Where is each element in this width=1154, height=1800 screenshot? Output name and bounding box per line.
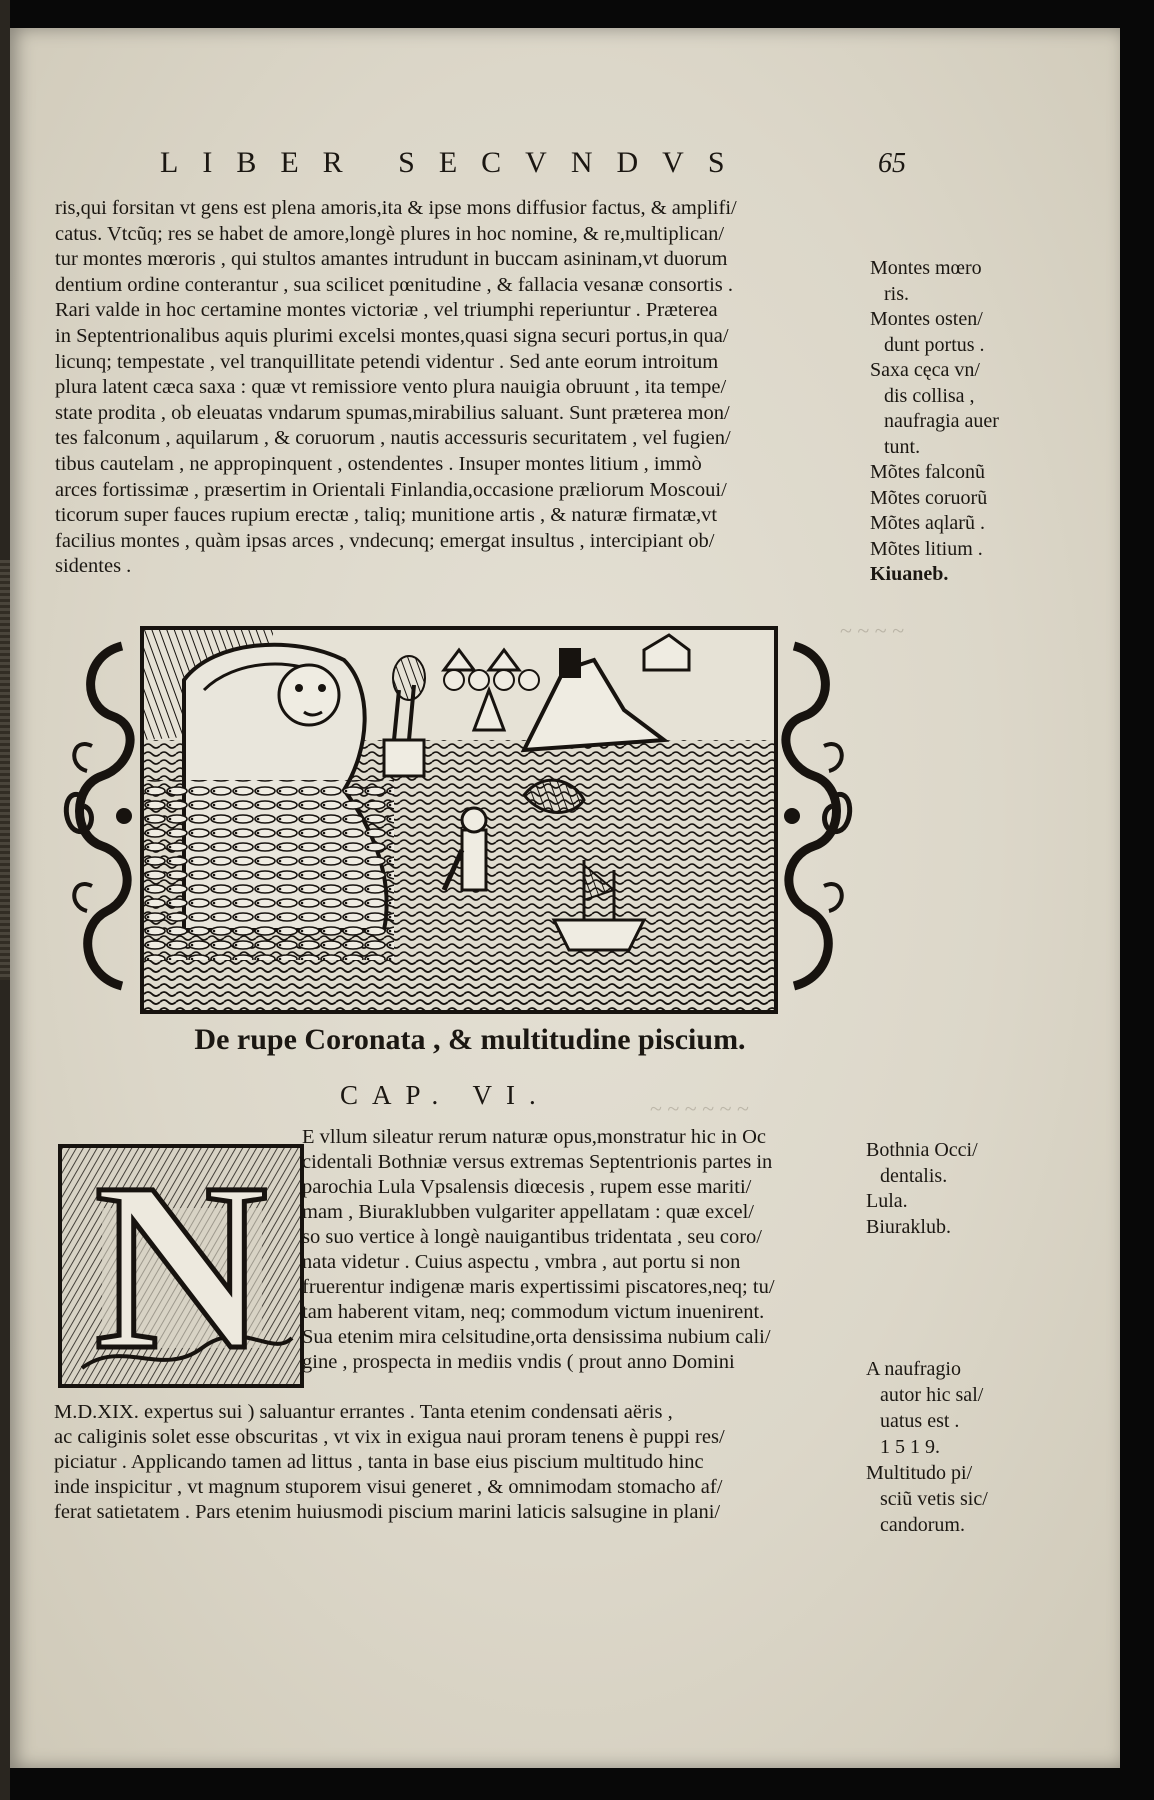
chapter-heading: CAP. VI. — [340, 1080, 550, 1110]
margin-note: candorum. — [880, 1514, 965, 1536]
margin-note: autor hic sal/ — [880, 1384, 984, 1406]
margin-note: Multitudo pi/ — [866, 1462, 973, 1484]
text-line: tibus cautelam , ne appropinquent , ostendentes . Insuper montes litium , immò — [55, 452, 702, 475]
margin-note: dunt portus . — [884, 333, 985, 356]
text-line: nata videtur . Cuius aspectu , vmbra , aut portu si non — [302, 1251, 741, 1273]
text-line: state prodita , ob eleuatas vndarum spumas,mirabilius saluant. Sunt præterea mon/ — [55, 401, 730, 424]
text-line: cidentali Bothniæ versus extremas Septentrionis partes in — [302, 1151, 773, 1173]
margin-notes-2 — [866, 1138, 1046, 1240]
page-number: 65 — [878, 148, 906, 179]
book-page — [10, 28, 1120, 1768]
figure-caption: De rupe Coronata , & multitudine piscium. — [194, 1023, 746, 1056]
margin-note: uatus est . — [880, 1410, 960, 1432]
text-line: so suo vertice à longè nauigantibus tridentata , seu coro/ — [302, 1226, 762, 1248]
drop-cap-initial — [58, 1133, 304, 1399]
ornament-scroll-left — [62, 636, 146, 996]
text-line: ac caliginis solet esse obscuritas , vt vix in exigua naui proram tenens è puppi res/ — [54, 1426, 725, 1448]
margin-note: dentalis. — [880, 1164, 948, 1187]
margin-note: naufragia auer — [884, 410, 999, 432]
text-block-1 — [55, 196, 855, 580]
text-line: ticorum super fauces rupium erectæ , taliq; munitione artis , & naturæ firmatæ,vt — [55, 504, 718, 527]
text-block-3 — [54, 1400, 854, 1525]
text-line: parochia Lula Vpsalensis diœcesis , rupem esse mariti/ — [302, 1176, 752, 1198]
margin-note: sciũ vetis sic/ — [880, 1488, 988, 1510]
text-line: mam , Biuraklubben vulgariter appellatam : quæ excel/ — [302, 1201, 755, 1223]
text-line: plura latent cæca saxa : quæ vt remissiore vento plura nauigia obruunt , ita tempe/ — [55, 376, 727, 399]
running-title: LIBER SECVNDVS — [160, 146, 749, 179]
bleed-through: ~ ~ ~ ~ — [840, 618, 905, 643]
margin-note: tunt. — [884, 435, 921, 458]
text-line: Rari valde in hoc certamine montes victoriæ , vel triumphi reperiuntur . Præterea — [55, 299, 718, 322]
margin-note: Montes mœro — [870, 257, 982, 279]
woodcut-illustration — [140, 626, 778, 1014]
margin-note: ris. — [884, 282, 909, 305]
text-line: arces fortissimæ , præsertim in Orientali Finlandia,occasione præliorum Moscoui/ — [55, 478, 727, 501]
margin-note: Montes osten/ — [870, 308, 983, 330]
margin-notes-3 — [866, 1356, 1046, 1538]
margin-note: Mõtes coruorũ — [870, 486, 988, 509]
margin-note: Mõtes litium . — [870, 537, 983, 560]
margin-notes-1 — [870, 256, 1040, 588]
margin-note: Bothnia Occi/ — [866, 1139, 978, 1161]
text-line: catus. Vtcũq; res se habet de amore,longè plures in hoc nomine, & re,multiplican/ — [55, 222, 725, 245]
text-block-2 — [302, 1125, 854, 1375]
text-line: sidentes . — [55, 555, 132, 578]
text-line: inde inspicitur , vt magnum stuporem visui generet , & omnimodam stomacho af/ — [54, 1476, 723, 1498]
text-line: fruerentur indigenæ maris expertissimi piscatores,neq; tu/ — [302, 1276, 775, 1298]
text-line: E vllum sileatur rerum naturæ opus,monstratur hic in Oc — [302, 1126, 767, 1148]
text-line: gine , prospecta in mediis vndis ( prout anno Domini — [302, 1351, 735, 1373]
margin-note: Mõtes aqlarũ . — [870, 512, 985, 534]
text-line: Sua etenim mira celsitudine,orta densissima nubium cali/ — [302, 1326, 771, 1348]
margin-note: Kiuaneb. — [870, 563, 949, 585]
text-line: licunq; tempestate , vel tranquillitate petendi videntur . Sed ante eorum introitum — [55, 350, 719, 373]
text-line: ris,qui forsitan vt gens est plena amoris,ita & ipse mons diffusior factus, & amplifi/ — [55, 197, 737, 219]
bleed-through: ~ ~ ~ ~ ~ ~ — [650, 1096, 749, 1121]
margin-note: Lula. — [866, 1190, 908, 1212]
drop-cap-letter: N — [94, 1133, 268, 1399]
margin-note: A naufragio — [866, 1358, 961, 1380]
text-line: tam haberent vitam, neq; commodum victum inuenirent. — [302, 1301, 765, 1323]
margin-note: Saxa cęca vn/ — [870, 359, 980, 381]
text-line: tur montes mœroris , qui stultos amantes intrudunt in buccam asininam,vt duorum — [55, 248, 728, 271]
text-line: M.D.XIX. expertus sui ) saluantur errantes . Tanta etenim condensati aëris , — [54, 1401, 673, 1423]
text-line: ferat satietatem . Pars etenim huiusmodi piscium marini laticis salsugine in plani/ — [54, 1501, 721, 1523]
text-line: piciatur . Applicando tamen ad littus , tanta in base eius piscium multitudo hinc — [54, 1451, 704, 1473]
margin-note: dis collisa , — [884, 384, 975, 407]
margin-note: 1 5 1 9. — [880, 1436, 940, 1458]
text-line: facilius montes , quàm ipsas arces , vndecunq; emergat insultus , intercipiant ob/ — [55, 529, 715, 552]
margin-note: Biuraklub. — [866, 1215, 951, 1238]
text-line: tes falconum , aquilarum , & coruorum , nautis accessuris securitatem , vel fugien/ — [55, 427, 731, 450]
text-line: in Septentrionalibus aquis plurimi excelsi montes,quasi signa securi portus,in qua/ — [55, 324, 729, 347]
margin-note: Mõtes falconũ — [870, 461, 985, 483]
ornament-scroll-right — [770, 636, 854, 996]
text-line: dentium ordine conterantur , sua scilicet pœnitudine , & fallacia vesanæ consortis . — [55, 273, 734, 296]
